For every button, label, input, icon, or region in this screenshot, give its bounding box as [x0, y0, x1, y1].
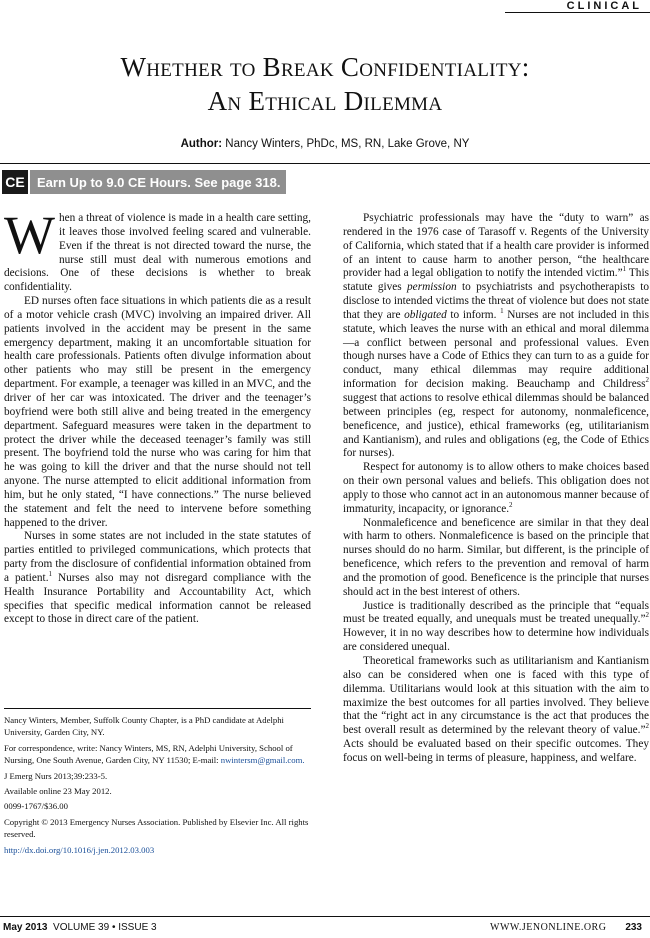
- footnotes: [4, 714, 312, 859]
- copyright-note: Copyright © 2013 Emergency Nurses Association. Published by Elsevier Inc. All rights reserved.: [4, 816, 309, 840]
- citation-ref: 2: [645, 376, 649, 385]
- article-title: [0, 50, 650, 118]
- author-rule: [0, 163, 650, 164]
- correspondence-text: For correspondence, write: Nancy Winters, MS, RN, Adelphi University, School of Nursing, One South Avenue, Garden City, NY 11530; E-mail:: [4, 742, 293, 766]
- citation-ref: 2: [645, 722, 649, 731]
- citation-note: J Emerg Nurs 2013;39:233-5.: [4, 770, 108, 781]
- paragraph-text: However, it in no way describes how to determine how individuals are considered unequal.: [343, 627, 649, 654]
- left-column: [4, 205, 311, 627]
- section-label: CLINICAL: [566, 0, 642, 12]
- citation-ref: 2: [509, 500, 513, 509]
- title-line-1: Whether to Break Confidentiality:: [120, 52, 530, 82]
- paragraph-text: Justice is traditionally described as the principle that “equals must be treated equally, and unequals must be treated unequally.”: [343, 599, 649, 626]
- page-number: 233: [625, 922, 642, 933]
- footer-date: May 2013: [3, 922, 48, 933]
- footer-volume: VOLUME 39 • ISSUE 3: [53, 922, 157, 933]
- correspondence-note: [4, 742, 312, 767]
- paragraph-text: to psychiatrists and psychotherapists to disclose to intended victims the threat of violence but does not state that they are: [343, 281, 649, 321]
- citation-ref: 1: [622, 265, 627, 274]
- paragraph: [343, 655, 649, 766]
- affiliation-note: Nancy Winters, Member, Suffolk County Chapter, is a PhD candidate at Adelphi University, Garden City, NY.: [4, 715, 284, 738]
- paragraph: [343, 600, 649, 655]
- email-link[interactable]: nwintersm@gmail.com.: [220, 755, 305, 766]
- footer-issue: [3, 922, 157, 933]
- paragraph-text: Respect for autonomy is to allow others to make choices based on their own personal values and beliefs. This obligation does not apply to those who cannot act in an autonomous manner because of immaturity, incapacity, or ignorance.: [343, 461, 649, 515]
- paragraph: Nonmaleficence and beneficence are similar in that they deal with harm to others. Nonmaleficence is based on the principle that nurses should do no harm. Similar, but different, is the principle of beneficence, which refers to the prevention and removal of harm and the promotion of good. Beneficence is the principle that nurses should act in the best interest of others.: [343, 516, 649, 598]
- issn-note: 0099-1767/$36.00: [4, 801, 68, 812]
- paragraph-text: Nurses also may not disregard compliance with the Health Insurance Portability and Accountability Act, which specifies that specific medical information cannot be released except to those in direct care of the patient.: [4, 571, 311, 626]
- author-line: [0, 138, 650, 150]
- ce-banner-text: Earn Up to 9.0 CE Hours. See page 318.: [30, 170, 286, 194]
- paragraph: [4, 205, 311, 295]
- paragraph-text: Psychiatric professionals may have the “duty to warn” as rendered in the 1976 case of Tarasoff v. Regents of the University of California, which stated that if a health care provider is informed of an intent to cause harm to another person, “the healthcare provider had a legal obligation to notify the intended victim.”: [343, 212, 649, 280]
- right-column: [343, 212, 649, 766]
- paragraph: ED nurses often face situations in which patients die as a result of a motor vehicle crash (MVC) involving an impaired driver. All patients involved in the accident may be present in the same emergency department, making it an uncomfortable situation for health care professionals. Patients often divulge information about other patients who may still be present in the emergency department. For example, a teenager was killed in an MVC, and the driver of her car was intoxicated. The driver and the teenager’s boyfriend were both still alive and being treated in the emergency department. Safeguard measures were taken in the department to protect the driver while the deceased teenager’s family was still present. The boyfriend told the nurse who was caring for him that he was going to kill the driver and that the nurse should not tell anyone. The nurse attempted to elicit additional information from him, but he only stated, “I have connections.” The nurse believed the statement and felt the need to intervene before something happened to the driver.: [4, 295, 311, 529]
- header-rule: [505, 12, 650, 13]
- paragraph-text: Theoretical frameworks such as utilitarianism and Kantianism also can be considered when one is faced with this type of dilemma. Utilitarians would look at this situation with the aim to maximize the best outcomes for all parties involved. They believe that the “right act in any circumstance is the act that produces the best overall result as determined by the relevant theory of value.”: [343, 655, 649, 737]
- footer-rule: [0, 916, 650, 917]
- ce-banner[interactable]: [2, 170, 286, 194]
- author-label: Author:: [180, 138, 223, 150]
- paragraph: [343, 212, 649, 461]
- title-line-2: An Ethical Dilemma: [207, 86, 443, 116]
- emphasis: permission: [407, 281, 457, 294]
- paragraph-text: hen a threat of violence is made in a health care setting, it leaves those involved feeling scared and vulnerable. Even if the threat is not directed toward the nurse, the nurse still must deal with numerous emotions and decisions. One of these decisions is whether to break confidentiality.: [4, 212, 311, 294]
- available-note: Available online 23 May 2012.: [4, 786, 112, 797]
- paragraph-text: Acts should be evaluated based on their specific outcomes. They focus on well-being in terms of pleasure, happiness, and welfare.: [343, 738, 649, 764]
- drop-cap: W: [4, 205, 55, 265]
- author-name: Nancy Winters, PhDc, MS, RN, Lake Grove, NY: [225, 138, 470, 150]
- footer-site-link[interactable]: WWW.JENONLINE.ORG: [490, 922, 607, 933]
- citation-ref: 1: [48, 570, 53, 579]
- paragraph-text: Nurses in some states are not included in the state statutes of parties entitled to privileged communications, which protects that party from the disclosure of confidential information obtained from a patient.: [4, 530, 311, 584]
- paragraph-text: Nurses are not included in this statute, which leaves the nurse with an ethical and moral dilemma—a conflict between personal and professional values. Even though nurses have a Code of Ethics they can turn to as a guide for conduct, many ethical dilemmas may require additional information for decision making. Beauchamp and Childress: [343, 308, 649, 391]
- citation-ref: 1: [500, 307, 504, 316]
- emphasis: obligated: [404, 308, 447, 321]
- paragraph: [343, 461, 649, 516]
- paragraph-text: to inform.: [446, 308, 501, 321]
- footnote-rule: [4, 708, 311, 709]
- paragraph-text: This statute gives: [343, 267, 649, 294]
- ce-tag: CE: [2, 170, 28, 194]
- paragraph: [4, 530, 311, 627]
- citation-ref: 2: [645, 611, 649, 620]
- paragraph-text: suggest that actions to resolve ethical dilemmas should be balanced between principles (eg, respect for autonomy, nonmaleficence, beneficence, and justice), ethical frameworks (eg, utilitarianism and Kantianism), and rules and obligations (eg, the Code of Ethics for nurses).: [343, 391, 649, 460]
- doi-link[interactable]: http://dx.doi.org/10.1016/j.jen.2012.03.003: [4, 844, 155, 855]
